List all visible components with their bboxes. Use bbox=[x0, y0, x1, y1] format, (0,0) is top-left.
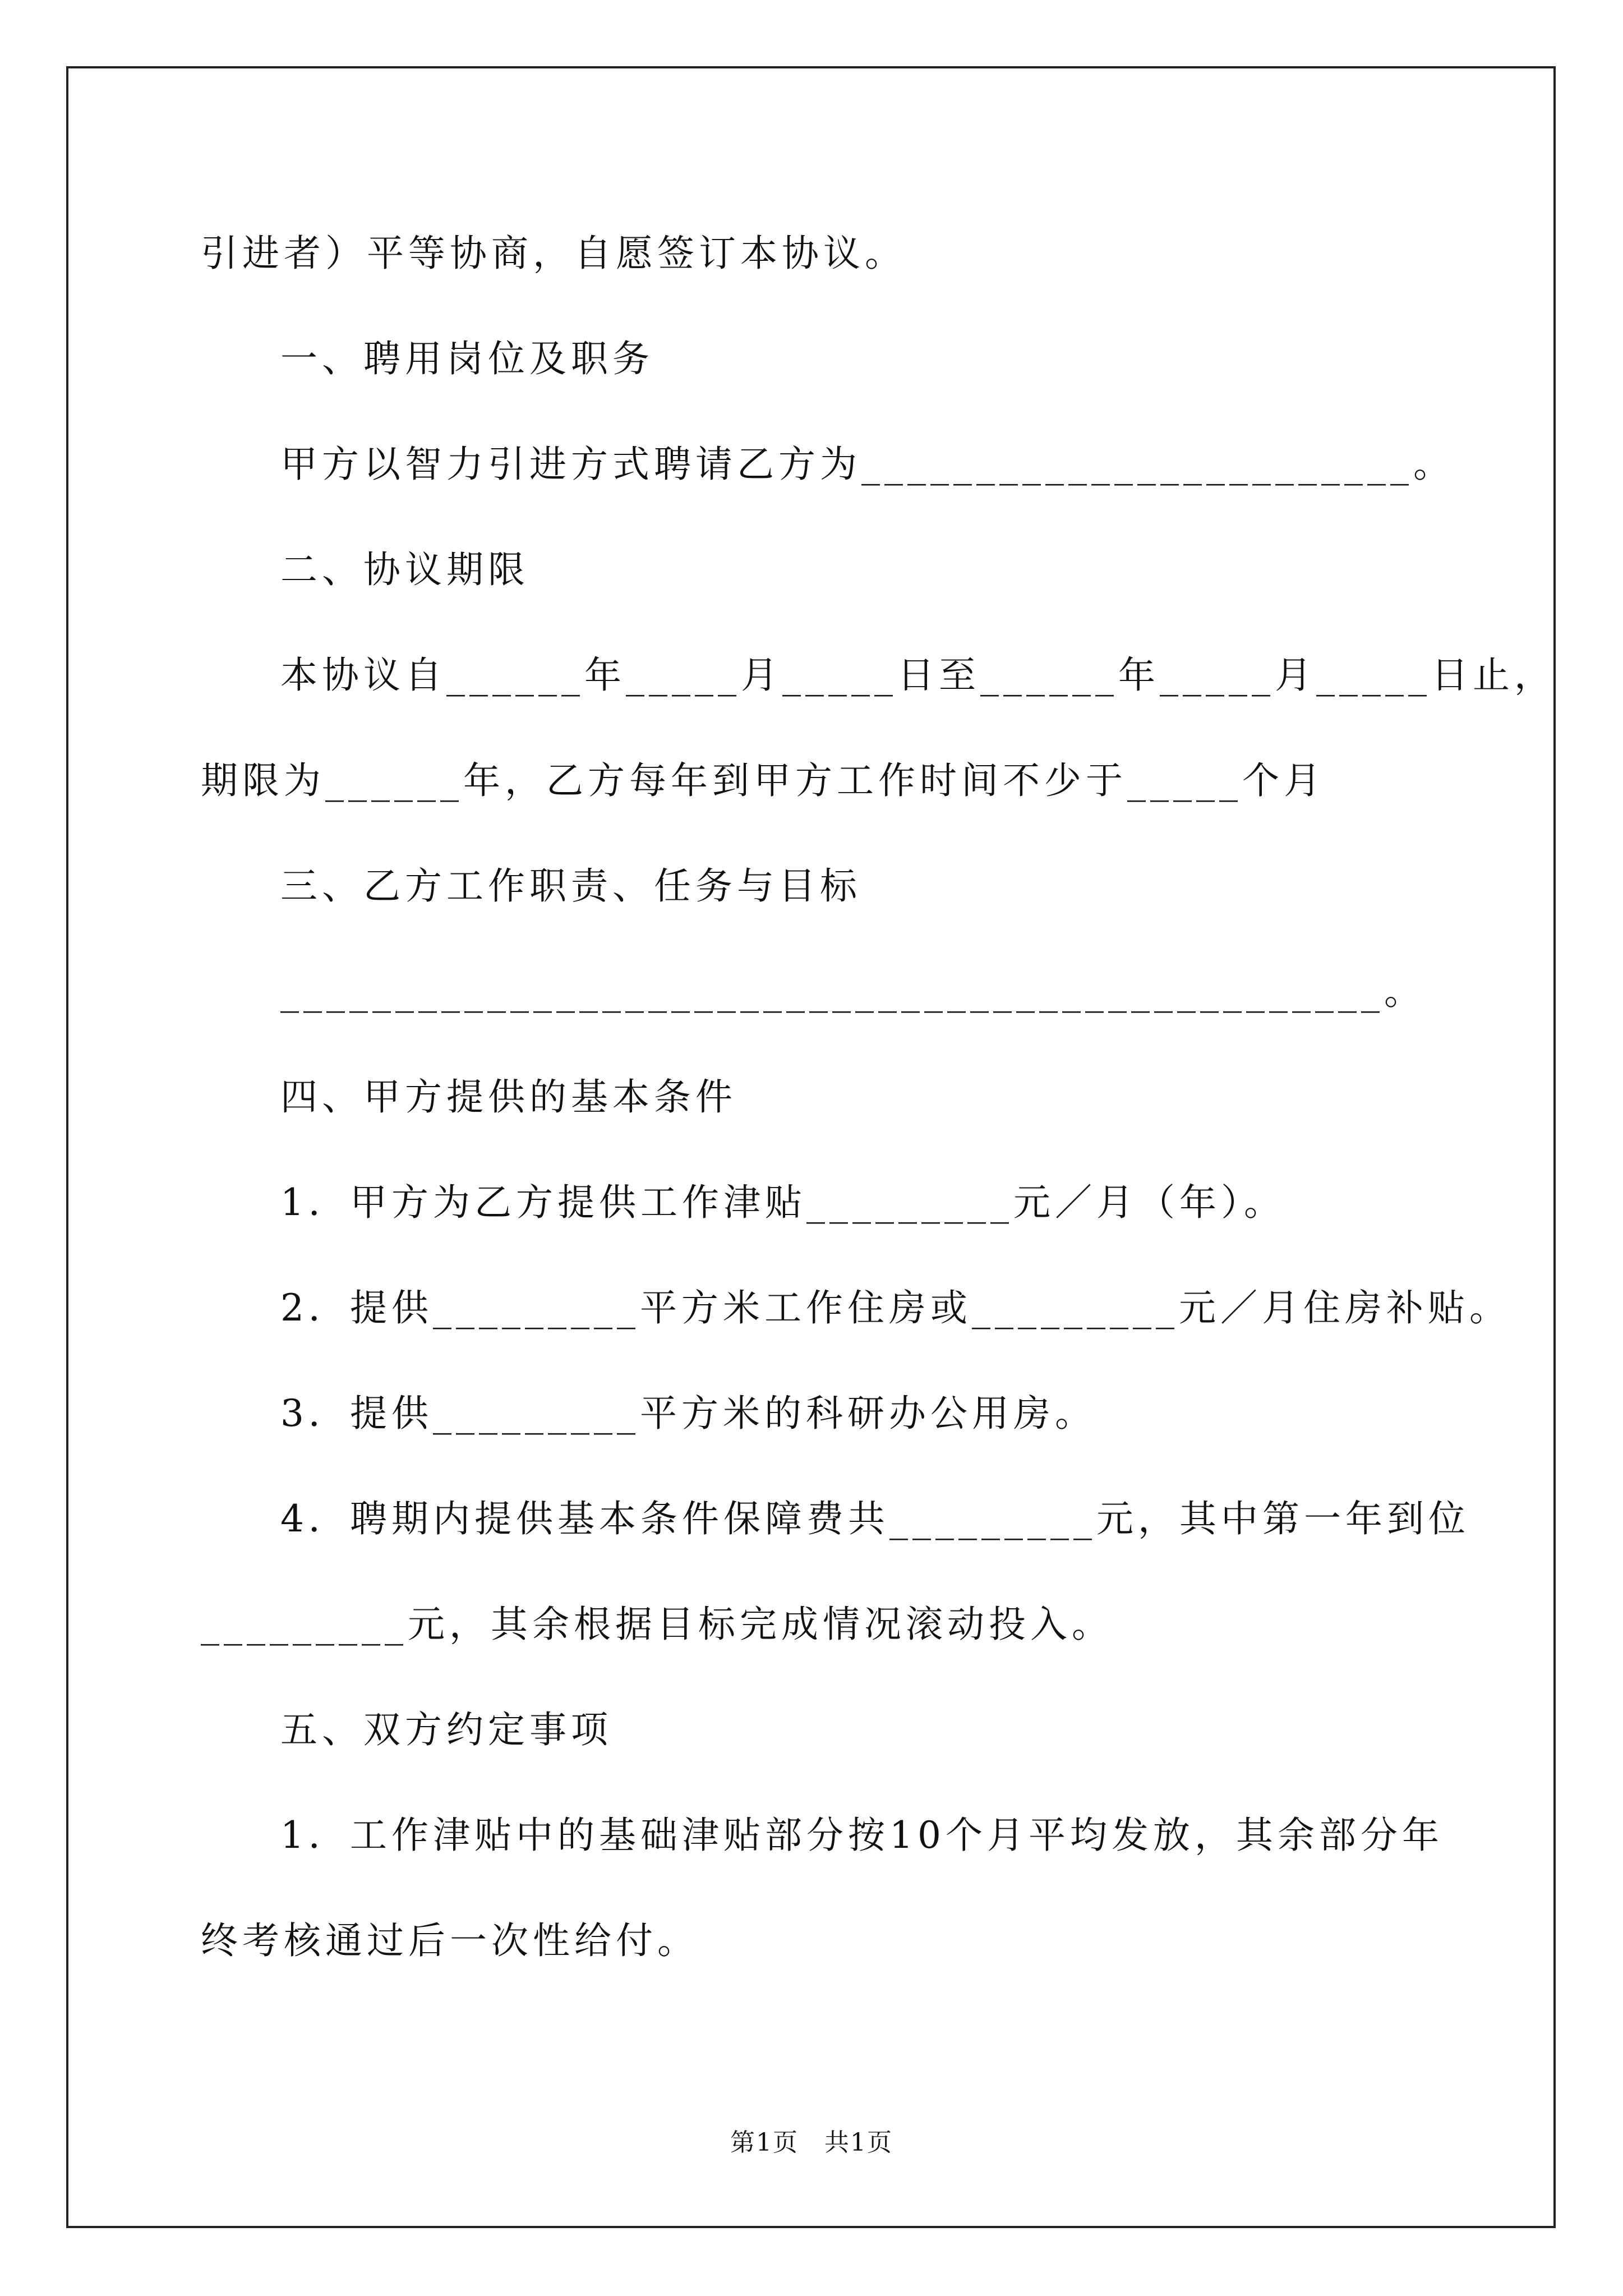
blank-line: ________________________________________________。 bbox=[280, 970, 1426, 1013]
list-item: 1．甲方为乙方提供工作津贴_________元／月（年）。 bbox=[280, 1181, 1285, 1224]
page-footer: 第1页 共1页 bbox=[730, 2128, 893, 2157]
text-line: 甲方以智力引进方式聘请乙方为________________________。 bbox=[280, 443, 1455, 486]
text-line: 引进者）平等协商，自愿签订本协议。 bbox=[201, 232, 906, 275]
text-line: 终考核通过后一次性给付。 bbox=[201, 1919, 699, 1962]
page-border bbox=[66, 66, 1556, 2228]
section-heading-4: 四、甲方提供的基本条件 bbox=[280, 1075, 737, 1119]
text-line: _________元，其余根据目标完成情况滚动投入。 bbox=[201, 1603, 1113, 1646]
list-item: 2．提供_________平方米工作住房或_________元／月住房补贴。 bbox=[280, 1286, 1511, 1329]
list-item: 1．工作津贴中的基础津贴部分按10个月平均发放，其余部分年 bbox=[280, 1814, 1444, 1857]
section-heading-1: 一、聘用岗位及职务 bbox=[280, 337, 654, 380]
section-heading-3: 三、乙方工作职责、任务与目标 bbox=[280, 864, 861, 908]
text-line: 本协议自______年_____月_____日至______年_____月_____日止， bbox=[280, 654, 1556, 697]
list-item: 4．聘期内提供基本条件保障费共_________元，其中第一年到位 bbox=[280, 1497, 1470, 1540]
text-line: 期限为______年，乙方每年到甲方工作时间不少于_____个月 bbox=[201, 759, 1325, 802]
list-item: 3．提供_________平方米的科研办公用房。 bbox=[280, 1392, 1096, 1435]
section-heading-5: 五、双方约定事项 bbox=[280, 1708, 612, 1751]
section-heading-2: 二、协议期限 bbox=[280, 548, 529, 591]
